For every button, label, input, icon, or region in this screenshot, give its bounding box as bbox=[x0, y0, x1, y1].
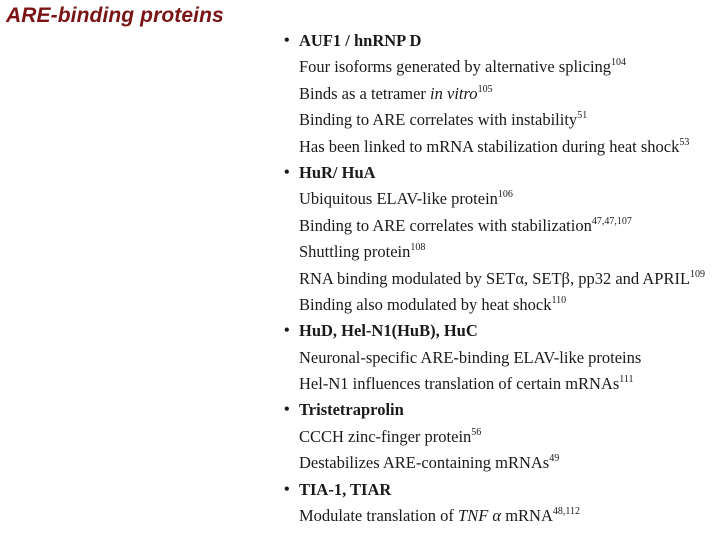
list-item: Modulate translation of TNF α mRNA$^{48,112}$ bbox=[299, 506, 580, 526]
reference: 104 bbox=[611, 57, 627, 69]
list-item: CCCH zinc-finger protein$^{56}$ bbox=[299, 426, 482, 446]
bullet-icon: • bbox=[284, 480, 290, 498]
reference: 48,112 bbox=[552, 506, 580, 518]
reference: 108 bbox=[410, 242, 426, 254]
protein-group-hur bbox=[284, 160, 716, 318]
list-item: Binds as a tetramer in vitro$^{105}$ bbox=[299, 83, 493, 103]
group-heading bbox=[284, 28, 716, 54]
heading-text: Tristetraprolin bbox=[299, 400, 404, 420]
reference: 56 bbox=[471, 426, 482, 438]
heading-text: HuR/ HuA bbox=[299, 162, 376, 182]
reference: 51 bbox=[577, 110, 588, 122]
list-item: Hel-N1 influences translation of certain mRNAs$^{111}$ bbox=[299, 374, 634, 394]
group-heading bbox=[284, 477, 716, 503]
list-item: Binding to ARE correlates with stabilization$^{47,47,107}$ bbox=[299, 215, 632, 235]
reference: 53 bbox=[679, 136, 690, 148]
list-item: Binding also modulated by heat shock$^{110}$ bbox=[299, 294, 567, 314]
reference: 47,47,107 bbox=[591, 215, 632, 227]
group-heading bbox=[284, 318, 716, 344]
list-item: Shuttling protein$^{108}$ bbox=[299, 242, 426, 262]
list-item: Destabilizes ARE-containing mRNAs$^{49}$ bbox=[299, 453, 560, 473]
reference: 111 bbox=[619, 374, 634, 386]
list-item: Ubiquitous ELAV-like protein$^{106}$ bbox=[299, 189, 513, 209]
protein-group-ttp bbox=[284, 397, 716, 476]
list-item: Binding to ARE correlates with instability$^{51}$ bbox=[299, 110, 588, 130]
heading-text: TIA-1, TIAR bbox=[299, 479, 392, 499]
bullet-icon: • bbox=[284, 401, 290, 419]
bullet-icon: • bbox=[284, 163, 290, 181]
reference: 49 bbox=[549, 453, 560, 465]
reference: 109 bbox=[690, 268, 706, 280]
protein-group-tia bbox=[284, 477, 716, 530]
list-item: Has been linked to mRNA stabilization during heat shock$^{53}$ bbox=[299, 136, 690, 156]
reference: 105 bbox=[477, 83, 493, 95]
heading-text: AUF1 / hnRNP D bbox=[299, 31, 422, 50]
protein-group-hud bbox=[284, 318, 716, 397]
group-heading bbox=[284, 397, 716, 423]
list-item: Four isoforms generated by alternative splicing$^{104}$ bbox=[299, 57, 627, 77]
bullet-icon: • bbox=[284, 32, 290, 49]
reference: 106 bbox=[497, 189, 513, 201]
bullet-icon: • bbox=[284, 322, 290, 340]
slide-title: ARE-binding proteins bbox=[6, 4, 224, 27]
bullet-list bbox=[284, 28, 716, 529]
list-item: Neuronal-specific ARE-binding ELAV-like proteins bbox=[299, 347, 642, 367]
reference: 110 bbox=[551, 294, 567, 306]
list-item: RNA binding modulated by SETα, SETβ, pp32 and APRIL$^{109}$ bbox=[299, 268, 706, 288]
protein-group-auf1 bbox=[284, 28, 716, 160]
group-heading bbox=[284, 160, 716, 186]
heading-text: HuD, Hel-N1(HuB), HuC bbox=[299, 321, 478, 341]
